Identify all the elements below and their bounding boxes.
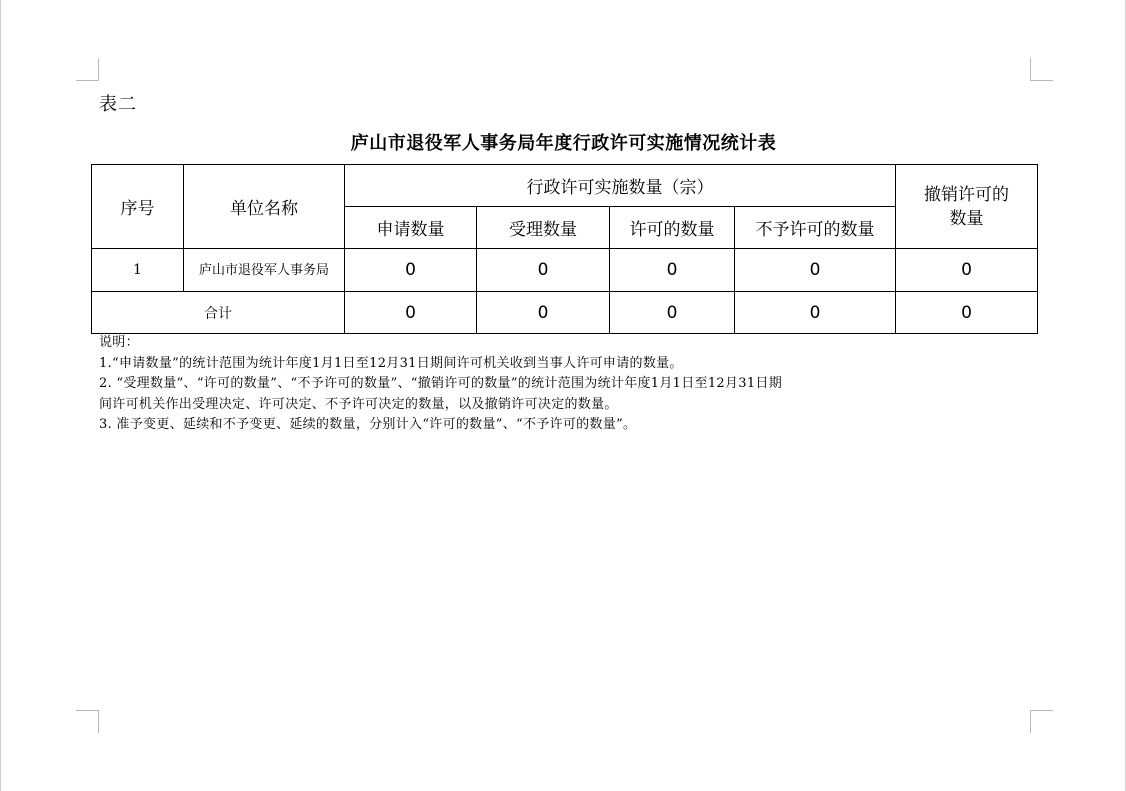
- total-row: [92, 292, 1038, 334]
- page-corner-mark-top-right: [1030, 58, 1053, 81]
- header-unit-name: 单位名称: [184, 165, 345, 249]
- page-corner-mark-top-left: [76, 58, 99, 81]
- header-seq: 序号: [92, 165, 184, 249]
- notes-line: 1.“申请数量”的统计范围为统计年度1月1日至12月31日期间许可机关收到当事人许可申请的数量。: [99, 355, 683, 371]
- total-permit-count: 0: [610, 292, 735, 334]
- header-permit-count: 许可的数量: [610, 207, 735, 249]
- row-seq: 1: [92, 249, 184, 292]
- header-deny-count: 不予许可的数量: [735, 207, 896, 249]
- notes-line: 2. “受理数量”、“许可的数量”、“不予许可的数量”、“撤销许可的数量”的统计范围为统计年度1月1日至12月31日期: [99, 376, 783, 391]
- header-accept-count: 受理数量: [477, 207, 610, 249]
- notes-line: 间许可机关作出受理决定、许可决定、不予许可决定的数量，以及撤销许可决定的数量。: [99, 396, 618, 412]
- total-apply-count: 0: [345, 292, 477, 334]
- table-label: 表二: [99, 94, 137, 115]
- table-title: 庐山市退役军人事务局年度行政许可实施情况统计表: [350, 133, 777, 154]
- header-permit-group: 行政许可实施数量（宗）: [345, 165, 896, 207]
- row-permit-count: 0: [610, 249, 735, 292]
- row-unit-name: 庐山市退役军人事务局: [184, 249, 345, 292]
- page-corner-mark-bottom-right: [1030, 710, 1053, 733]
- header-apply-count: 申请数量: [345, 207, 477, 249]
- row-revoke-count: 0: [896, 249, 1038, 292]
- header-row-1: [92, 165, 1038, 207]
- notes-section: [99, 333, 979, 436]
- row-deny-count: 0: [735, 249, 896, 292]
- statistics-table: [91, 164, 1038, 334]
- row-apply-count: 0: [345, 249, 477, 292]
- table-row: [92, 249, 1038, 292]
- total-revoke-count: 0: [896, 292, 1038, 334]
- page-corner-mark-bottom-left: [76, 710, 99, 733]
- notes-heading: 说明：: [99, 335, 139, 350]
- notes-line: 3. 准予变更、延续和不予变更、延续的数量，分别计入“许可的数量”、“不予许可的数量”。: [99, 417, 637, 432]
- total-label: 合计: [92, 292, 345, 334]
- total-accept-count: 0: [477, 292, 610, 334]
- total-deny-count: 0: [735, 292, 896, 334]
- header-revoke-count: 撤销许可的数量: [896, 165, 1038, 249]
- row-accept-count: 0: [477, 249, 610, 292]
